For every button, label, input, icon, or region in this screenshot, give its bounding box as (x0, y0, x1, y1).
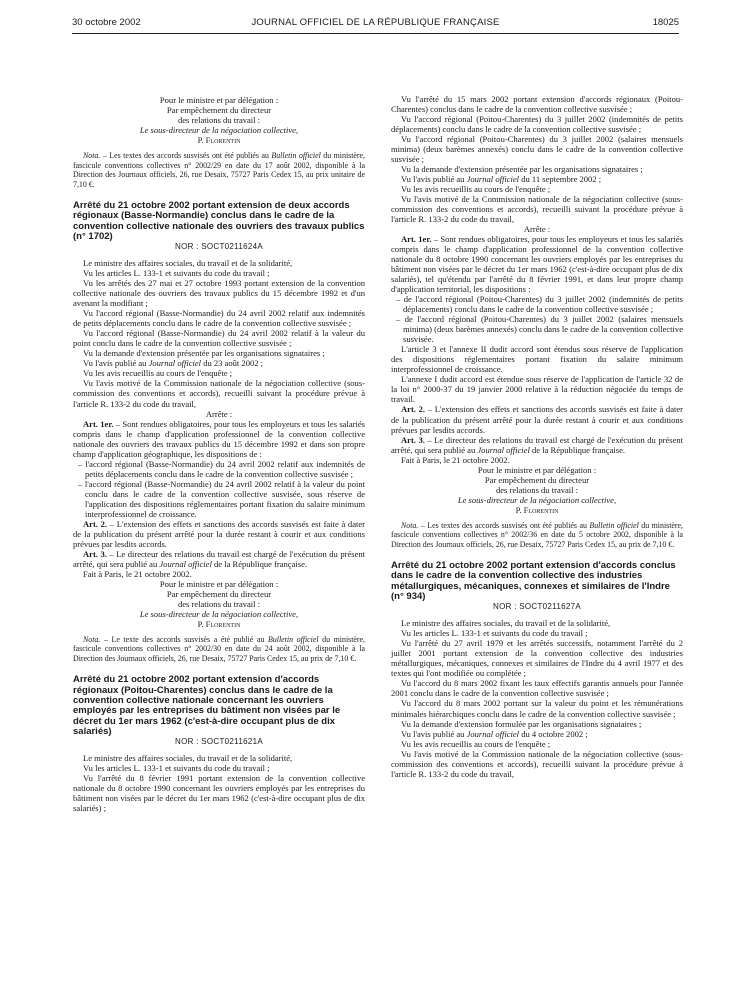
paragraph: Vu l'arrêté du 27 avril 1979 et les arrêtés successifs, notamment l'arrêté du 2 juillet 2001 portant extension de la convention collective des industries métallurgiques, mécaniques, connexes et similaires de l'Indre du 4 avril 1977 et des textes qui l'ont modifiée ou complétée ; (391, 638, 683, 679)
nota-bulletin: Bulletin officiel (268, 634, 319, 644)
paragraph: Le ministre des affaires sociales, du travail et de la solidarité, (83, 753, 293, 764)
text: Vu l'avis publié au (401, 174, 467, 185)
paragraph: Vu l'arrêté du 15 mars 2002 portant extension d'accords régionaux (Poitou-Charentes) conclus dans le cadre de la convention collective susvisée ; (391, 94, 683, 115)
signature-title: Le sous-directeur de la négociation collective, (139, 608, 299, 619)
text: du ministère, fascicule conventions collectives n° 2002/30 en date du 24 août 2002, disponible à la Direction des Journaux officiels, 26, rue Desaix, 75727 Paris Cedex 15, au prix de 7,10 €. (73, 634, 365, 663)
journal-officiel: Journal officiel (466, 728, 520, 739)
text: Vu l'avis publié au (401, 728, 467, 739)
left-column (73, 95, 365, 813)
signature-name: P. Florentin (515, 504, 559, 515)
signature-block (73, 579, 365, 629)
nota-label: Nota. (83, 151, 101, 161)
paragraph: Vu l'avis motivé de la Commission nationale de la négociation collective (sous-commission des conventions et accords), recueilli suivant la procédure prévue à l'article R. 133-2 du code du travail, (73, 378, 365, 409)
journal-officiel: Journal officiel (148, 358, 202, 369)
arrete-heading: Arrête : (523, 224, 551, 235)
paragraph: Vu la demande d'extension présentée par les organisations signataires ; (401, 164, 643, 175)
paragraph: Vu l'accord du 8 mars 2002 portant sur la valeur du point et les rémunérations minimales hiérarchiques conclu dans le cadre de la convention collective susvisée ; (391, 698, 683, 719)
paragraph: Vu les avis recueillis au cours de l'enquête ; (401, 738, 551, 749)
nor-reference: NOR : SOCT0211624A (175, 242, 263, 252)
paragraph: Vu l'avis motivé de la Commission nationale de la négociation collective (sous-commission des conventions et accords), recueilli suivant la procédure prévue à l'article R. 133-2 du code du travail, (391, 194, 683, 225)
signature-block (391, 465, 683, 515)
list-item: – de l'accord régional (Poitou-Charentes) du 3 juillet 2002 (salaires mensuels minima) (deux barèmes annexés) conclu dans le cadre de la convention collective susvisée. (396, 314, 683, 345)
text: – Sont rendues obligatoires, pour tous les employeurs et tous les salariés compris dans le champ d'application professionnel de la convention collective nationale des ouvriers des travaux publics du 15 décembre 1992 et dans son propre champ d'application géographique, les dispositions de : (73, 418, 365, 459)
paragraph (391, 729, 683, 739)
header-date: 30 octobre 2002 (72, 17, 141, 28)
header-journal-title: JOURNAL OFFICIEL DE LA RÉPUBLIQUE FRANÇAISE (251, 17, 500, 28)
article-label: Art. 3. (83, 548, 107, 559)
paragraph: Vu les articles L. 133-1 et suivants du code du travail ; (83, 763, 270, 774)
paragraph: Vu l'accord régional (Basse-Normandie) du 24 avril 2002 relatif aux indemnités de petits déplacements conclu dans le cadre de la convention collective susvisée ; (73, 308, 365, 329)
text: du 23 août 2002 ; (201, 358, 264, 369)
nota-label: Nota. (401, 520, 419, 530)
header-page-number: 18025 (652, 17, 679, 28)
text: – Le texte des accords susvisés a été publié au (100, 634, 269, 644)
article-label: Art. 1er. (401, 234, 432, 245)
text: du 11 septembre 2002 ; (519, 174, 602, 185)
paragraph: Vu l'avis motivé de la Commission nationale de la négociation collective (sous-commission des conventions et accords), recueilli suivant la procédure prévue à l'article R. 133-2 du code du travail, (391, 748, 683, 779)
signature-line: Pour le ministre et par délégation : (477, 464, 597, 475)
text: – Le directeur des relations du travail est chargé de l'exécution du présent arrêté, qui sera publié au (391, 434, 684, 455)
decree-title: Arrêté du 21 octobre 2002 portant extension d'accords régionaux (Poitou-Charentes) conclus dans le cadre de la convention collective nationale concernant les ouvriers employés par les entreprises du bâtiment non visées par le décret du 1er mars 1962 (c'est-à-dire occupant plus de dix salariés) (73, 674, 341, 737)
journal-officiel: Journal officiel (477, 444, 530, 455)
paragraph: Vu la demande d'extension présentée par les organisations signataires ; (83, 348, 325, 359)
nota-bulletin: Bulletin officiel (589, 520, 639, 530)
signature-line: Par empêchement du directeur (166, 105, 272, 116)
signature-line: Pour le ministre et par délégation : (159, 95, 279, 105)
paragraph: Le ministre des affaires sociales, du travail et de la solidarité, (401, 618, 611, 629)
paragraph: Vu la demande d'extension formulée par les organisations signataires ; (401, 718, 642, 729)
article-label: Art. 2. (83, 518, 108, 529)
paragraph: Vu les articles L. 133-1 et suivants du code du travail ; (401, 628, 588, 639)
decree-title: Arrêté du 21 octobre 2002 portant extension de deux accords régionaux (Basse-Normandie) conclus dans le cadre de la convention collective nationale des ouvriers des travaux publics (n° 1702) (73, 200, 365, 242)
text: – Sont rendues obligatoires, pour tous les employeurs et tous les salariés compris dans le champ d'application professionnel de la convention collective nationale du 8 octobre 1990 concernant les ouvriers employés par les entreprises du bâtiment non visées par le décret du 1er mars 1962 (c'est-à-dire occupant plus de dix salariés), tel qu'étendu par l'arrêté du 8 février 1991, et dans leur propre champ d'application territorial, les dispositions : (391, 234, 683, 295)
text: du 4 octobre 2002 ; (519, 728, 588, 739)
signature-title: Le sous-directeur de la négociation collective, (139, 125, 299, 136)
signature-line: des relations du travail : (177, 598, 261, 609)
paragraph: Vu les avis recueillis au cours de l'enquête ; (83, 368, 233, 379)
paragraph (391, 174, 683, 184)
list-item: – de l'accord régional (Poitou-Charentes) du 3 juillet 2002 (indemnités de petits déplacements) conclu dans le cadre de la convention collective susvisée ; (396, 294, 683, 315)
decree-title: Arrêté du 21 octobre 2002 portant extension d'accords conclus dans le cadre de la convention collective des industries métallurgiques, mécaniques, connexes et similaires de l'Indre (n° 934) (391, 560, 676, 603)
article-paragraph (391, 435, 683, 455)
signature-line: des relations du travail : (495, 484, 579, 495)
fait-line: Fait à Paris, le 21 octobre 2002. (83, 568, 192, 579)
list-item: – l'accord régional (Basse-Normandie) du 24 avril 2002 relatif aux indemnités de petits déplacements conclu dans le cadre de la convention collective susvisée ; (78, 458, 365, 479)
text: – Le directeur des relations du travail est chargé de l'exécution du présent arrêté, qui sera publié au (73, 548, 366, 569)
paragraph: Vu l'accord régional (Poitou-Charentes) du 3 juillet 2002 (indemnités de petits déplacements) conclu dans le cadre de la convention collective susvisée ; (391, 114, 683, 135)
nota-paragraph (73, 635, 365, 664)
signature-block (73, 95, 365, 145)
article-paragraph (73, 519, 365, 549)
paragraph: L'annexe I dudit accord est étendue sous réserve de l'application de l'article 32 de la loi n° 2000-37 du 19 janvier 2000 relative à la réduction négociée du temps de travail. (391, 374, 683, 405)
signature-line: Pour le ministre et par délégation : (159, 578, 279, 589)
signature-name: P. Florentin (197, 618, 241, 629)
article-label: Art. 1er. (83, 418, 114, 429)
paragraph: Vu l'arrêté du 8 février 1991 portant extension de la convention collective nationale du 8 octobre 1990 concernant les ouvriers employés par les entreprises du bâtiment non visées par le décret du 1er mars 1962 (c'est-à-dire occupant plus de dix salariés) ; (73, 773, 365, 814)
nota-paragraph (73, 151, 365, 189)
paragraph: Vu l'accord régional (Poitou-Charentes) du 3 juillet 2002 (salaires mensuels minima) (deux barèmes annexés) conclu dans le cadre de la convention collective susvisée ; (391, 134, 683, 165)
signature-title: Le sous-directeur de la négociation collective, (457, 494, 617, 505)
nota-text: – Les textes des accords susvisés ont été publiés au (100, 151, 272, 161)
article-paragraph (391, 234, 683, 294)
paragraph: Vu les arrêtés des 27 mai et 27 octobre 1993 portant extension de la convention collective nationale des ouvriers des travaux publics du 15 décembre 1992 et d'un avenant la modifiant ; (73, 278, 365, 309)
nota-bulletin: Bulletin officiel (271, 151, 321, 161)
fait-line: Fait à Paris, le 21 octobre 2002. (401, 454, 510, 465)
paragraph: Le ministre des affaires sociales, du travail et de la solidarité, (83, 258, 293, 269)
text: – Les textes des accords susvisés ont été publiés au (418, 520, 590, 530)
signature-line: Par empêchement du directeur (166, 588, 272, 599)
nota-paragraph (391, 521, 683, 550)
right-column (391, 94, 683, 779)
text: de la République française. (211, 558, 308, 569)
nor-reference: NOR : SOCT0211621A (175, 737, 263, 747)
text: du ministère, fascicule conventions collectives n° 2002/36 en date du 5 octobre 2002, disponible à la Direction des Journaux officiels, 26, rue Desaix, 75727 Paris Cedex 15, au prix de 7,10 €. (391, 520, 684, 549)
page-header (72, 17, 679, 31)
paragraph: Vu les avis recueillis au cours de l'enquête ; (401, 184, 551, 195)
text: – L'extension des effets et sanctions des accords susvisés est faite à dater de la publication du présent arrêté pour la durée restant à courir et aux conditions prévues par lesdits accords. (391, 404, 683, 435)
nota-label: Nota. (83, 634, 101, 644)
article-paragraph (73, 419, 365, 459)
nor-reference: NOR : SOCT0211627A (493, 602, 581, 612)
paragraph (73, 358, 365, 368)
text: de la République française. (529, 444, 626, 455)
text: Vu l'avis publié au (83, 358, 149, 369)
signature-name: P. Florentin (197, 135, 241, 146)
article-label: Art. 3. (401, 434, 425, 445)
journal-officiel: Journal officiel (159, 558, 212, 569)
paragraph: Vu l'accord régional (Basse-Normandie) du 24 avril 2002 relatif à la valeur du point conclu dans le cadre de la convention collective susvisée ; (73, 328, 365, 349)
text: – L'extension des effets et sanctions des accords susvisés est faite à dater de la publication du présent arrêté pour la durée restant à courir et aux conditions prévues par lesdits accords. (73, 518, 365, 549)
signature-line: Par empêchement du directeur (484, 474, 590, 485)
article-paragraph (73, 549, 365, 569)
paragraph: L'article 3 et l'annexe II dudit accord sont étendus sous réserve de l'application des dispositions réglementaires portant fixation du salaire minimum interprofessionnel de croissance. (391, 344, 683, 375)
paragraph: Vu les articles L. 133-1 et suivants du code du travail ; (83, 268, 270, 279)
article-paragraph (391, 404, 683, 434)
signature-line: des relations du travail : (177, 115, 261, 126)
nota-text: du ministère, fascicule conventions collectives n° 2002/29 en date du 17 août 2002, disponible à la Direction des Journaux officiels, 26, rue Desaix, 75727 Paris Cedex 15, au prix unitaire de 7,10 €. (73, 151, 366, 189)
list-item: – l'accord régional (Basse-Normandie) du 24 avril 2002 relatif à la valeur du point conclu dans le cadre de la convention collective susvisée, sous réserve de l'application des dispositions réglementaires portant fixation du salaire minimum interprofessionnel de croissance. (78, 478, 365, 519)
article-label: Art. 2. (401, 404, 426, 415)
paragraph: Vu l'accord du 8 mars 2002 fixant les taux effectifs garantis annuels pour l'année 2001 conclu dans le cadre de la convention collective susvisée ; (391, 678, 683, 699)
journal-officiel: Journal officiel (466, 174, 520, 185)
arrete-heading: Arrête : (205, 408, 233, 419)
header-rule (72, 33, 679, 34)
